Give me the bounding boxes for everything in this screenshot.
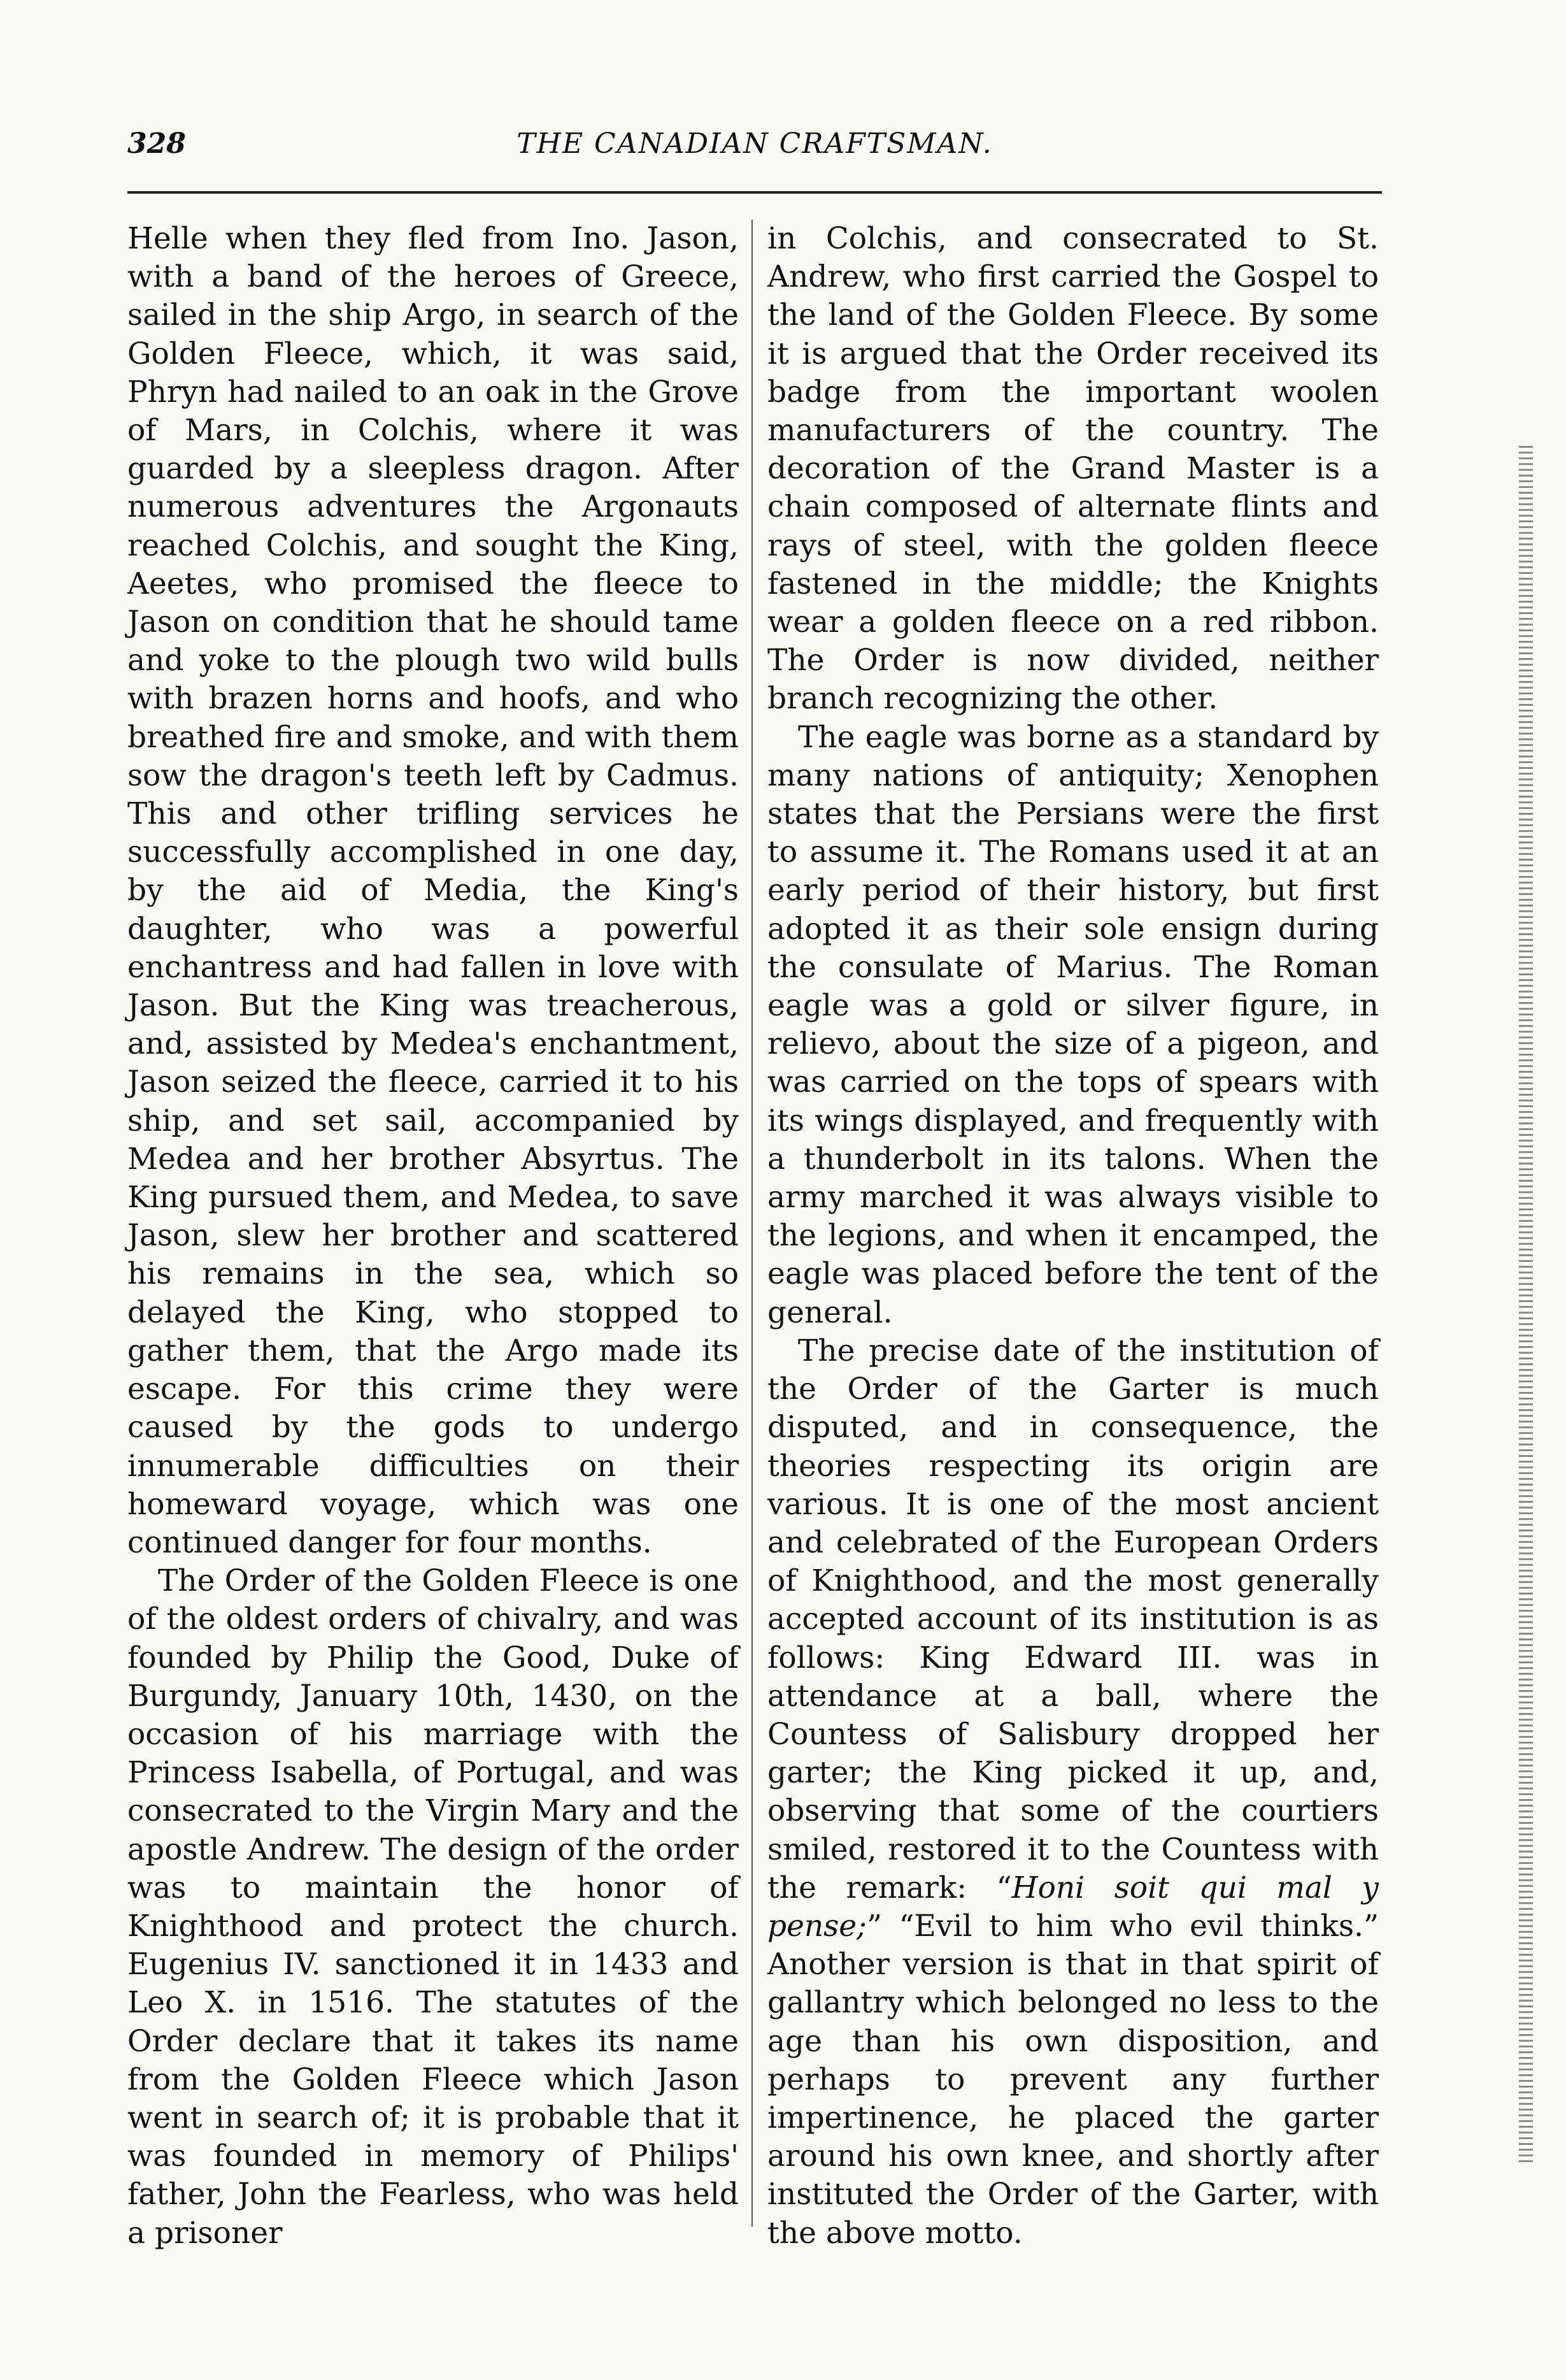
- header-rule: [127, 191, 1382, 194]
- right-paragraph-2: The eagle was borne as a standard by many nations of antiquity; Xenophen states that the Persians were the first to assume it. The Romans used it at an early period of their history, but first adopted it as their sole ensign during the consulate of Marius. The Roman eagle was a gold or silver figure, in relievo, about the size of a pigeon, and was carried on the tops of spears with its wings displayed, and frequently with a thunderbolt in its talons. When the army marched it was always visible to the legions, and when it encamped, the eagle was placed before the tent of the general.: [767, 719, 1379, 1330]
- right-paragraph-3: [767, 1332, 1379, 2253]
- page-number: 328: [127, 127, 186, 160]
- running-title: THE CANADIAN CRAFTSMAN.: [516, 127, 993, 160]
- column-divider: [751, 220, 753, 2226]
- right-column: [767, 220, 1379, 2253]
- motto-italic: Honi soit qui mal y pense;: [767, 1870, 1379, 1944]
- left-column: [127, 220, 739, 2253]
- left-paragraph-2: The Order of the Golden Fleece is one of the oldest orders of chivalry, and was founded by Philip the Good, Duke of Burgundy, January 10th, 1430, on the occasion of his marriage with the Princess Isabella, of Portugal, and was consecrated to the Virgin Mary and the apostle Andrew. The design of the order was to maintain the honor of Knighthood and protect the church. Eugenius IV. sanctioned it in 1433 and Leo X. in 1516. The statutes of the Order declare that it takes its name from the Golden Fleece which Jason went in search of; it is probable that it was founded in memory of Philips' father, John the Fearless, who was held a prisoner: [127, 1563, 739, 2251]
- page-header: [127, 127, 1382, 172]
- right-paragraph-3-text-a: The precise date of the institution of the Order of the Garter is much disputed, and in consequence, the theories respecting its origin are various. It is one of the most ancient and celebrated of the European Orders of Knighthood, and the most generally accepted account of its institution is as follows: King Edward III. was in attendance at a ball, where the Countess of Salisbury dropped her garter; the King picked it up, and, observing that some of the courtiers smiled, restored it to the Countess with the remark: “: [767, 1333, 1379, 1905]
- left-paragraph-1: Helle when they fled from Ino. Jason, with a band of the heroes of Greece, sailed in the ship Argo, in search of the Golden Fleece, which, it was said, Phryn had nailed to an oak in the Grove of Mars, in Colchis, where it was guarded by a sleepless dragon. After numerous adventures the Argonauts reached Colchis, and sought the King, Aeetes, who promised the fleece to Jason on condition that he should tame and yoke to the plough two wild bulls with brazen horns and hoofs, and who breathed fire and smoke, and with them sow the dragon's teeth left by Cadmus. This and other trifling services he successfully accomplished in one day, by the aid of Media, the King's daughter, who was a powerful enchantress and had fallen in love with Jason. But the King was treacherous, and, assisted by Medea's enchantment, Jason seized the fleece, carried it to his ship, and set sail, accompanied by Medea and her brother Absyrtus. The King pursued them, and Medea, to save Jason, slew her brother and scattered his remains in the sea, which so delayed the King, who stopped to gather them, that the Argo made its escape. For this crime they were caused by the gods to undergo innumerable difficulties on their homeward voyage, which was one continued danger for four months.: [127, 221, 739, 1560]
- right-paragraph-1: in Colchis, and consecrated to St. Andrew, who first carried the Gospel to the land of the Golden Fleece. By some it is argued that the Order received its badge from the important woolen manufacturers of the country. The decoration of the Grand Master is a chain composed of alternate flints and rays of steel, with the golden fleece fastened in the middle; the Knights wear a golden fleece on a red ribbon. The Order is now divided, neither branch recognizing the other.: [767, 221, 1379, 717]
- scan-edge-artifact: [1519, 446, 1533, 2166]
- right-paragraph-3-text-b: ” “Evil to him who evil thinks.” Another version is that in that spirit of gallantry which belonged no less to the age than his own disposition, and perhaps to prevent any further impertinence, he placed the garter around his own knee, and shortly after instituted the Order of the Garter, with the above motto.: [767, 1908, 1379, 2251]
